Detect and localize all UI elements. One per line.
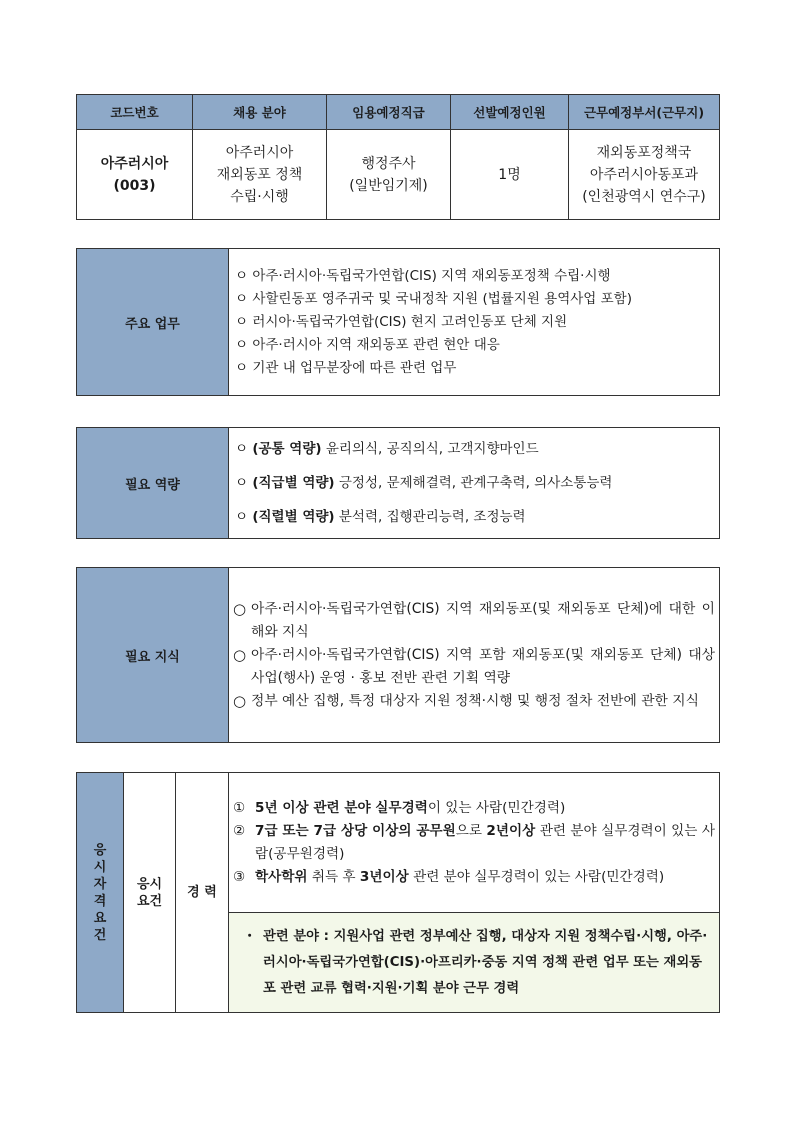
vertical-char: 격: [93, 893, 107, 909]
position-table: [76, 94, 720, 220]
experience-text: 이 있는 사람(민간경력): [427, 799, 566, 816]
circle-marker: ○: [233, 599, 247, 618]
competency-title: (직급별 역량): [252, 475, 335, 491]
knowledge-item: [233, 598, 715, 644]
number-marker: ③: [233, 868, 246, 885]
grade-cell: [327, 130, 451, 220]
knowledge-list: [229, 568, 720, 743]
requirements-outer-label: [77, 773, 124, 1013]
competency-text: 윤리의식, 공직의식, 고객지향마인드: [325, 441, 539, 457]
knowledge-item: [233, 690, 715, 713]
experience-bold: 학사학위: [255, 868, 308, 885]
duties-label: 주요 업무: [77, 249, 229, 396]
vertical-char: 자: [93, 876, 107, 892]
experience-bold: 5년 이상 관련 분야 실무경력: [255, 799, 428, 816]
note-marker: ・: [243, 928, 257, 944]
knowledge-text: 아주·러시아·독립국가연합(CIS) 지역 포함 재외동포(및 재외동포 단체) 대상 사업(행사) 운영 · 홍보 전반 관련 기획 역량: [251, 646, 715, 686]
mid-label-line: 요건: [136, 893, 163, 909]
circle-marker: ○: [233, 645, 247, 664]
number-marker: ①: [233, 799, 246, 816]
code-name: 아주러시아: [100, 155, 169, 172]
requirements-mid-label: [124, 773, 176, 1013]
experience-text: 관련 분야 실무경력이 있는 사람(공무원경력): [255, 822, 715, 862]
experience-text: 으로: [455, 822, 487, 839]
experience-bold: 3년이상: [359, 868, 409, 885]
knowledge-table: [76, 567, 720, 743]
bullet-marker: ㅇ: [235, 475, 249, 491]
experience-item: [233, 866, 715, 889]
count-cell: 1명: [451, 130, 569, 220]
competency-label: 필요 역량: [77, 428, 229, 539]
field-line-1: 아주러시아: [225, 144, 294, 161]
dept-line-2: 아주러시아동포과: [589, 166, 699, 183]
experience-bold: 2년이상: [486, 822, 536, 839]
competency-text: 분석력, 집행관리능력, 조정능력: [338, 509, 526, 525]
field-line-3: 수립·시행: [230, 188, 289, 205]
experience-text: 취득 후: [307, 868, 360, 885]
competency-table: [76, 427, 720, 539]
requirements-table: [76, 772, 720, 1013]
experience-item: [233, 820, 715, 866]
vertical-char: 시: [93, 859, 107, 875]
experience-list: [229, 773, 720, 913]
vertical-char: 건: [93, 927, 107, 943]
knowledge-item: [233, 644, 715, 690]
dept-line-1: 재외동포정책국: [596, 144, 692, 161]
competency-text: 긍정성, 문제해결력, 관계구축력, 의사소통능력: [338, 475, 613, 491]
grade-line-2: (일반임기제): [349, 177, 428, 194]
experience-item: [233, 797, 715, 820]
duties-table: [76, 248, 720, 396]
knowledge-text: 아주·러시아·독립국가연합(CIS) 지역 재외동포(및 재외동포 단체)에 대한 이해와 지식: [251, 600, 715, 640]
header-count: 선발예정인원: [451, 95, 569, 130]
experience-text: 관련 분야 실무경력이 있는 사람(민간경력): [408, 868, 665, 885]
knowledge-label: 필요 지식: [77, 568, 229, 743]
code-cell: [77, 130, 193, 220]
related-field-note: [229, 913, 720, 1013]
duty-item: ㅇ 사할린동포 영주귀국 및 국내정착 지원 (법률지원 용역사업 포함): [235, 290, 632, 307]
competency-item: [235, 466, 715, 500]
code-number: (003): [113, 177, 156, 194]
header-field: 채용 분야: [193, 95, 327, 130]
header-grade: 임용예정직급: [327, 95, 451, 130]
header-dept: 근무예정부서(근무지): [569, 95, 720, 130]
field-cell: [193, 130, 327, 220]
vertical-char: 응: [93, 842, 107, 858]
competency-title: (직렬별 역량): [252, 509, 335, 525]
grade-line-1: 행정주사: [361, 155, 416, 172]
header-code: 코드번호: [77, 95, 193, 130]
dept-line-3: (인천광역시 연수구): [582, 188, 706, 205]
competency-item: [235, 500, 715, 534]
duty-item: ㅇ 러시아·독립국가연합(CIS) 현지 고려인동포 단체 지원: [235, 313, 568, 330]
mid-label-line: 응시: [136, 876, 163, 892]
duty-item: ㅇ 아주·러시아·독립국가연합(CIS) 지역 재외동포정책 수립·시행: [235, 267, 611, 284]
bullet-marker: ㅇ: [235, 441, 249, 457]
duties-list: [229, 249, 720, 396]
number-marker: ②: [233, 822, 246, 839]
competency-title: (공통 역량): [252, 441, 322, 457]
experience-bold: 7급 또는 7급 상당 이상의 공무원: [255, 822, 456, 839]
competency-list: [229, 428, 720, 539]
competency-item: [235, 432, 715, 466]
vertical-char: 요: [93, 910, 107, 926]
note-text: 관련 분야 : 지원사업 관련 정부예산 집행, 대상자 지원 정책수립·시행, 아주·러시아·독립국가연합(CIS)·아프리카·중동 지역 정책 관련 업무 또는 재외동포 관련 교류 협력·지원·기획 분야 근무 경력: [263, 928, 708, 996]
bullet-marker: ㅇ: [235, 509, 249, 525]
requirements-inner-label: 경 력: [176, 773, 229, 1013]
knowledge-text: 정부 예산 집행, 특정 대상자 지원 정책·시행 및 행정 절차 전반에 관한 지식: [251, 692, 699, 709]
duty-item: ㅇ 기관 내 업무분장에 따른 관련 업무: [235, 359, 457, 376]
dept-cell: [569, 130, 720, 220]
circle-marker: ○: [233, 691, 247, 710]
duty-item: ㅇ 아주·러시아 지역 재외동포 관련 현안 대응: [235, 336, 500, 353]
field-line-2: 재외동포 정책: [216, 166, 303, 183]
